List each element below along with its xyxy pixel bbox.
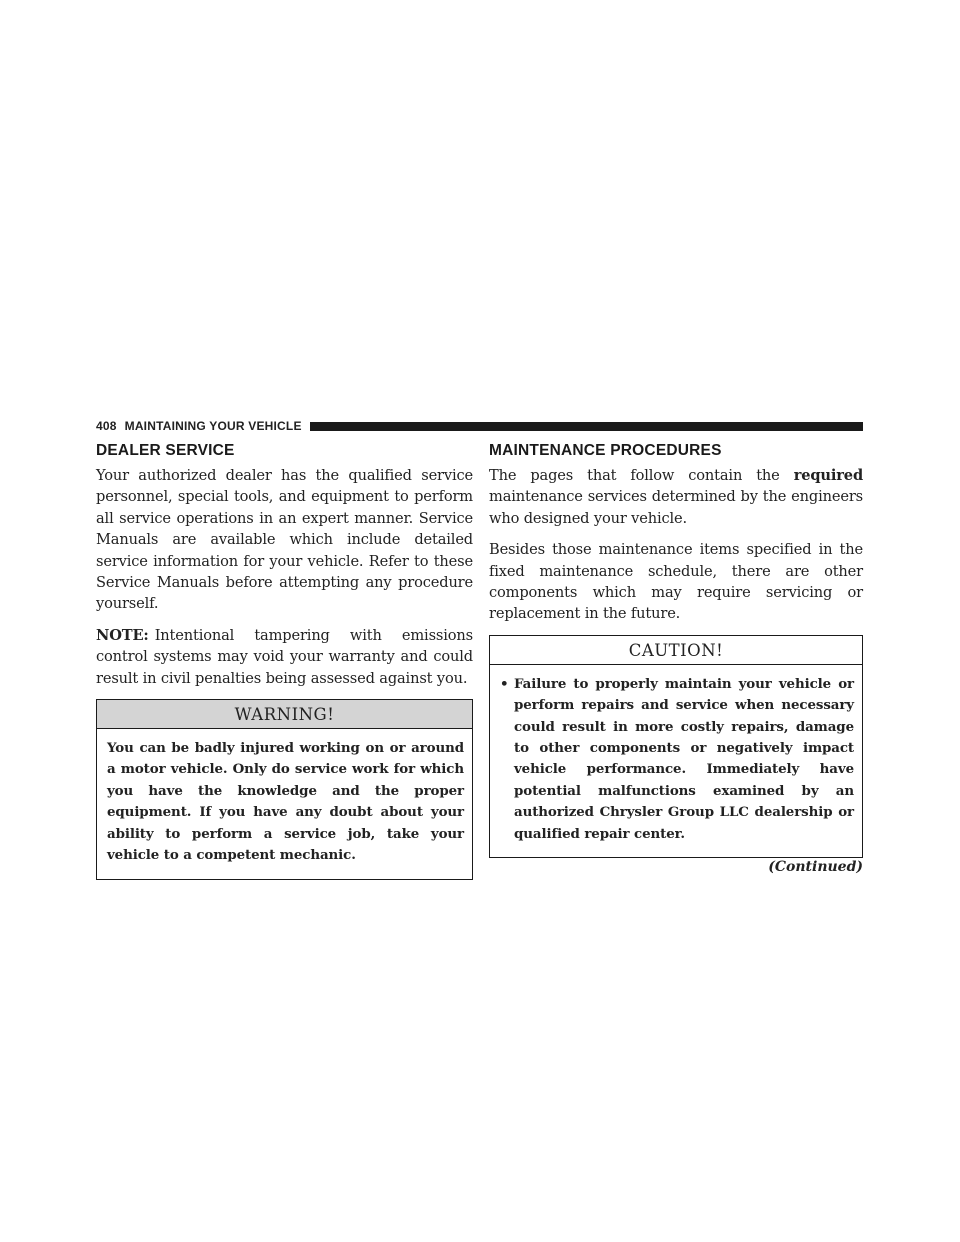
dealer-service-paragraph: Your authorized dealer has the qualified service personnel, special tools, and equipment to perform all service operations in an expert manner. Service Manuals are available which include detailed service information for your vehicle. Refer to these Service Manuals before attempting any procedure yourself.: [96, 467, 473, 613]
note-label: NOTE:: [96, 626, 149, 644]
caution-box: [489, 635, 863, 858]
page-number: 408: [96, 419, 117, 433]
caution-title: CAUTION!: [490, 636, 862, 665]
p1-required: required: [793, 467, 863, 484]
warning-title: WARNING!: [97, 700, 472, 729]
header-rule: [310, 422, 863, 431]
bullet-icon: •: [500, 675, 509, 692]
warning-text: You can be badly injured working on or around a motor vehicle. Only do service work for which you have the knowledge and the proper equipment. If you have any doubt about your ability to perform a service job, take your vehicle to a competent mechanic.: [107, 740, 464, 864]
caution-list-item: [500, 674, 854, 845]
note-text: Intentional tampering with emissions control systems may void your warranty and could result in civil penalties being assessed against you.: [96, 626, 473, 687]
p1-after: maintenance services determined by the engineers who designed your vehicle.: [489, 488, 863, 527]
maintenance-paragraph-2: Besides those maintenance items specified in the fixed maintenance schedule, there are other components which may require servicing or replacement in the future.: [489, 541, 863, 623]
caution-item-text: Failure to properly maintain your vehicle or perform repairs and service when necessary could result in more costly repairs, damage to other components or negatively impact vehicle performance. Immediately have potential malfunctions examined by an authorized Chrysler Group LLC dealership or qualified repair center.: [514, 675, 854, 842]
page-header: [96, 418, 863, 434]
right-column: [489, 442, 863, 875]
note-paragraph: [96, 625, 473, 689]
warning-box: [96, 699, 473, 879]
dealer-service-heading: DEALER SERVICE: [96, 442, 235, 459]
continued-label: (Continued): [768, 859, 863, 876]
left-column: [96, 442, 473, 880]
p1-before: The pages that follow contain the: [489, 467, 780, 484]
maintenance-procedures-heading: MAINTENANCE PROCEDURES: [489, 442, 722, 459]
maintenance-paragraph-1: [489, 465, 863, 529]
section-title: MAINTAINING YOUR VEHICLE: [124, 419, 302, 433]
caution-body: [490, 665, 862, 857]
